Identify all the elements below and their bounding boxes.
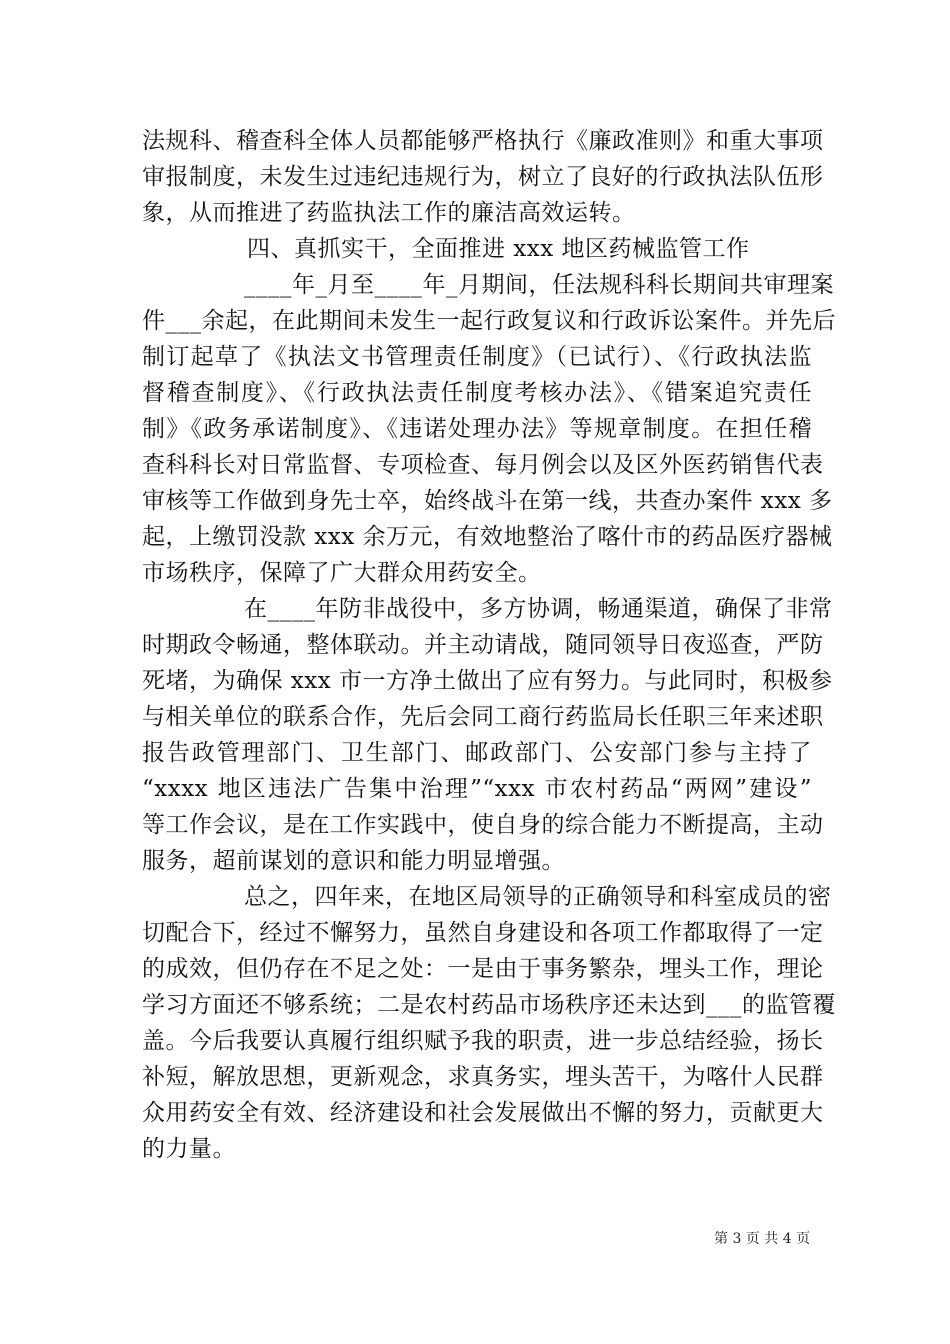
text-line: 服务，超前谋划的意识和能力明显增强。	[142, 848, 565, 874]
page-number: 第 3 页 共 4 页	[714, 1231, 811, 1247]
text-line: 审报制度，未发生过违纪违规行为，树立了良好的行政执法队伍形	[142, 164, 824, 190]
text-line: 众用药安全有效、经济建设和社会发展做出不懈的努力，贡献更大	[142, 1100, 824, 1126]
text-line: ____年_月至____年_月期间，任法规科科长期间共审理案	[244, 272, 834, 298]
text-line: 切配合下，经过不懈努力，虽然自身建设和各项工作都取得了一定	[142, 920, 824, 946]
text-line: 报告政管理部门、卫生部门、邮政部门、公安部门参与主持了	[142, 740, 812, 766]
text-line: 市场秩序，保障了广大群众用药安全。	[142, 560, 542, 586]
text-line: 法规科、稽查科全体人员都能够严格执行《廉政准则》和重大事项	[142, 128, 824, 154]
text-line: 制订起草了《执法文书管理责任制度》（已试行）、《行政执法监	[142, 344, 812, 370]
text-line: 象，从而推进了药监执法工作的廉洁高效运转。	[142, 200, 636, 226]
text-line: 时期政令畅通，整体联动。并主动请战，随同领导日夜巡查，严防	[142, 632, 824, 658]
text-line: 审核等工作做到身先士卒，始终战斗在第一线，共查办案件 xxx 多	[142, 488, 833, 514]
text-line: 总之，四年来，在地区局领导的正确领导和科室成员的密	[244, 884, 832, 910]
text-line: 件___余起，在此期间未发生一起行政复议和行政诉讼案件。并先后	[142, 308, 836, 334]
text-line: 的力量。	[142, 1136, 236, 1162]
section-heading: 四、真抓实干，全面推进 xxx 地区药械监管工作	[247, 236, 750, 262]
text-line: 的成效，但仍存在不足之处：一是由于事务繁杂，埋头工作，理论	[142, 956, 824, 982]
text-line: 等工作会议，是在工作实践中，使自身的综合能力不断提高，主动	[142, 812, 824, 838]
text-line: 补短，解放思想，更新观念，求真务实，埋头苦干，为喀什人民群	[142, 1064, 824, 1090]
text-line: 查科科长对日常监督、专项检查、每月例会以及区外医药销售代表	[142, 452, 824, 478]
text-line: 与相关单位的联系合作，先后会同工商行药监局长任职三年来述职	[142, 704, 824, 730]
text-line: 盖。今后我要认真履行组织赋予我的职责，进一步总结经验，扬长	[142, 1028, 824, 1054]
text-line: 制》《政务承诺制度》、《违诺处理办法》等规章制度。在担任稽	[142, 416, 812, 442]
text-line: 起，上缴罚没款 xxx 余万元，有效地整治了喀什市的药品医疗器械	[142, 524, 833, 550]
text-line: 学习方面还不够系统；二是农村药品市场秩序还未达到___的监管覆	[142, 992, 836, 1018]
text-line: 督稽查制度》、《行政执法责任制度考核办法》、《错案追究责任	[142, 380, 812, 406]
text-line: 死堵，为确保 xxx 市一方净土做出了应有努力。与此同时，积极参	[142, 668, 833, 694]
text-line: 在____年防非战役中，多方协调，畅通渠道，确保了非常	[244, 596, 833, 622]
text-line: “xxxx 地区违法广告集中治理”“xxx 市农村药品“两网”建设”	[142, 776, 812, 802]
